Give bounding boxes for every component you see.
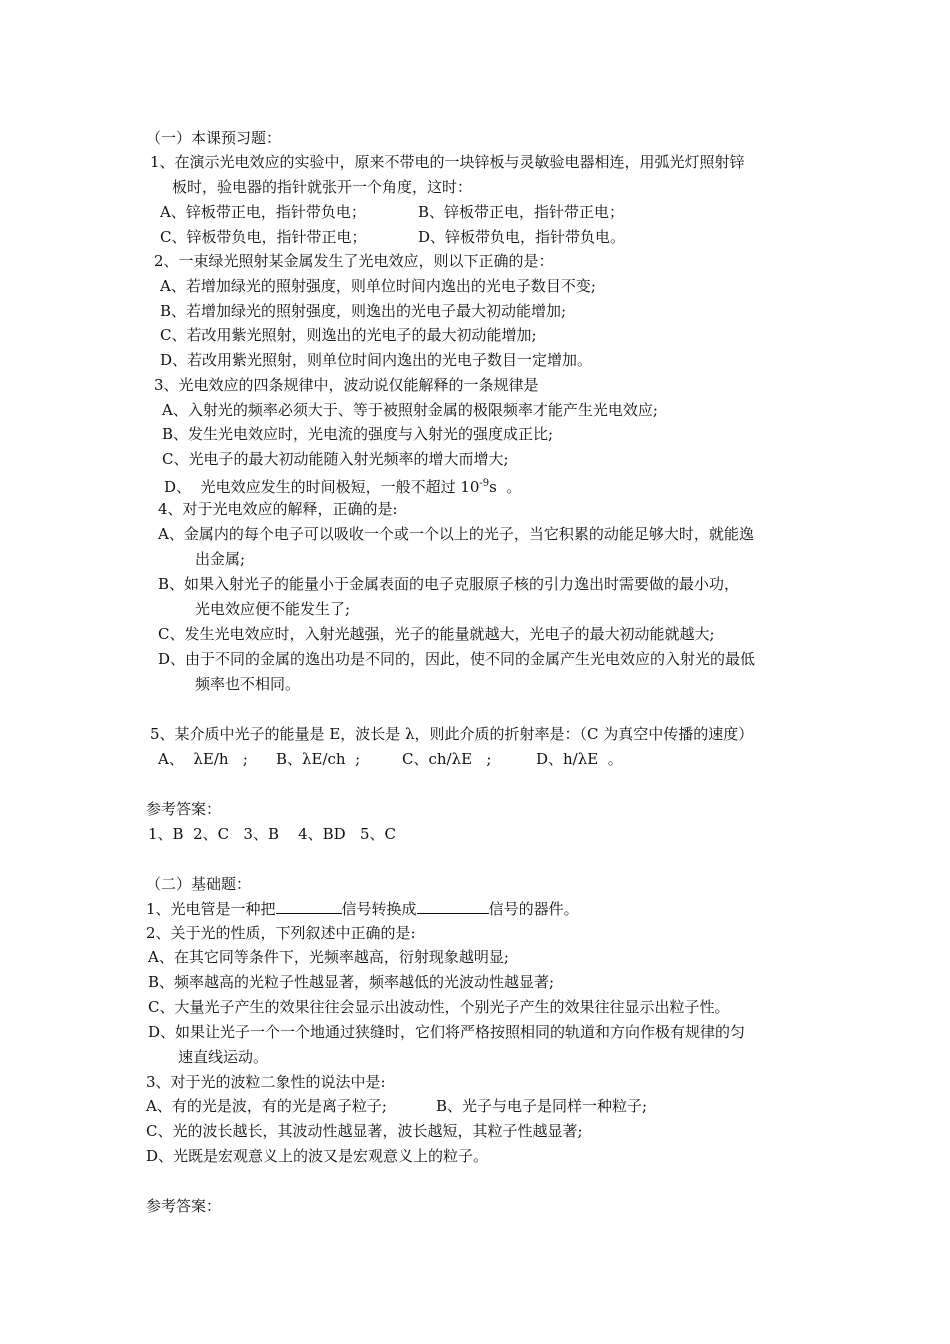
s1-q4-stem: 4、对于光电效应的解释，正确的是: xyxy=(158,500,398,518)
s2-q2-option-c: C、大量光子产生的效果往往会显示出波动性，个别光子产生的效果往往显示出粒子性。 xyxy=(148,998,730,1016)
s2-q1-text-3: 信号的器件。 xyxy=(488,900,579,918)
s2-q1-blank-1 xyxy=(276,899,342,914)
s1-q5-stem: 5、某介质中光子的能量是 E，波长是 λ，则此介质的折射率是：（C 为真空中传播的速度） xyxy=(150,725,754,743)
s1-q4-option-b-line2: 光电效应便不能发生了; xyxy=(195,600,351,618)
section1-title: （一）本课预习题： xyxy=(146,129,282,147)
s2-answer-label: 参考答案： xyxy=(146,1197,222,1215)
s2-q2-option-d-line1: D、如果让光子一个一个地通过狭缝时，它们将严格按照相同的轨道和方向作极有规律的匀 xyxy=(148,1023,746,1041)
s1-q2-option-d: D、若改用紫光照射，则单位时间内逸出的光电子数目一定增加。 xyxy=(160,351,593,369)
s2-q3-stem: 3、对于光的波粒二象性的说法中是: xyxy=(146,1073,386,1091)
s2-q3-option-a: A、有的光是波，有的光是离子粒子; xyxy=(146,1097,387,1115)
section2-title: （二）基础题： xyxy=(146,875,252,893)
s1-q3-option-c: C、光电子的最大初动能随入射光频率的增大而增大; xyxy=(162,450,509,468)
s1-q5-option-c: C、ch/λE ; xyxy=(402,750,492,768)
s2-q3-option-c: C、光的波长越长，其波动性越显著，波长越短，其粒子性越显著; xyxy=(146,1122,583,1140)
s1-q3-option-a: A、入射光的频率必须大于、等于被照射金属的极限频率才能产生光电效应; xyxy=(162,401,658,419)
s1-q2-option-b: B、若增加绿光的照射强度，则逸出的光电子最大初动能增加; xyxy=(160,302,567,320)
s1-q2-stem: 2、一束绿光照射某金属发生了光电效应，则以下正确的是： xyxy=(154,252,554,270)
s1-q1-option-a: A、锌板带正电，指针带负电； xyxy=(160,203,366,221)
s2-q2-option-d-line2: 速直线运动。 xyxy=(178,1048,269,1066)
s1-q1-option-c: C、锌板带负电，指针带正电； xyxy=(160,228,367,246)
s1-answer-label: 参考答案： xyxy=(146,800,222,818)
s1-q5-option-d: D、h/λE 。 xyxy=(536,750,623,768)
s2-q3-option-d: D、光既是宏观意义上的波又是宏观意义上的粒子。 xyxy=(146,1147,489,1165)
s1-q4-option-a-line2: 出金属; xyxy=(195,550,246,568)
s2-q2-option-a: A、在其它同等条件下，光频率越高，衍射现象越明显; xyxy=(148,948,509,966)
s1-q4-option-b-line1: B、如果入射光子的能量小于金属表面的电子克服原子核的引力逸出时需要做的最小功， xyxy=(158,575,740,593)
s1-q3-option-d xyxy=(164,474,521,497)
s2-q2-option-b: B、频率越高的光粒子性越显著，频率越低的光波动性越显著; xyxy=(148,973,555,991)
s1-q2-option-a: A、若增加绿光的照射强度，则单位时间内逸出的光电子数目不变; xyxy=(160,277,596,295)
s1-q5-option-a: A、 λE/h ; xyxy=(158,750,248,768)
s1-q4-option-d-line2: 频率也不相同。 xyxy=(195,675,301,693)
s1-q2-option-c: C、若改用紫光照射，则逸出的光电子的最大初动能增加; xyxy=(160,326,537,344)
s1-q5-option-b: B、λE/ch ; xyxy=(276,750,361,768)
s1-q3-exponent: -9 xyxy=(479,478,490,489)
s2-q1 xyxy=(146,899,579,919)
s2-q1-blank-2 xyxy=(417,899,489,914)
s1-q3-option-d-text: D、 光电效应发生的时间极短，一般不超过 10 xyxy=(164,478,480,496)
s2-q1-text-1: 1、光电管是一种把 xyxy=(146,900,276,918)
s2-q3-option-b: B、光子与电子是同样一种粒子; xyxy=(436,1097,648,1115)
s2-q2-stem: 2、关于光的性质，下列叙述中正确的是: xyxy=(146,924,416,942)
s1-answers: 1、B 2、C 3、B 4、BD 5、C xyxy=(148,825,396,843)
s1-q1-stem-line2: 板时，验电器的指针就张开一个角度，这时： xyxy=(172,178,473,196)
s2-q1-text-2: 信号转换成 xyxy=(341,900,417,918)
s1-q1-option-d: D、锌板带负电，指针带负电。 xyxy=(418,228,626,246)
s1-q1-stem-line1: 1、在演示光电效应的实验中，原来不带电的一块锌板与灵敏验电器相连，用弧光灯照射锌 xyxy=(150,153,745,171)
s1-q4-option-d-line1: D、由于不同的金属的逸出功是不同的，因此，使不同的金属产生光电效应的入射光的最低 xyxy=(158,650,756,668)
s1-q1-option-b: B、锌板带正电，指针带正电； xyxy=(418,203,625,221)
s1-q3-option-d-unit: s 。 xyxy=(489,478,522,496)
s1-q3-stem: 3、光电效应的四条规律中，波动说仅能解释的一条规律是 xyxy=(154,376,539,394)
s1-q3-option-b: B、发生光电效应时，光电流的强度与入射光的强度成正比; xyxy=(162,425,554,443)
s1-q4-option-a-line1: A、金属内的每个电子可以吸收一个或一个以上的光子，当它积累的动能足够大时，就能逸 xyxy=(158,525,754,543)
s1-q4-option-c: C、发生光电效应时，入射光越强，光子的能量就越大，光电子的最大初动能就越大; xyxy=(158,625,715,643)
